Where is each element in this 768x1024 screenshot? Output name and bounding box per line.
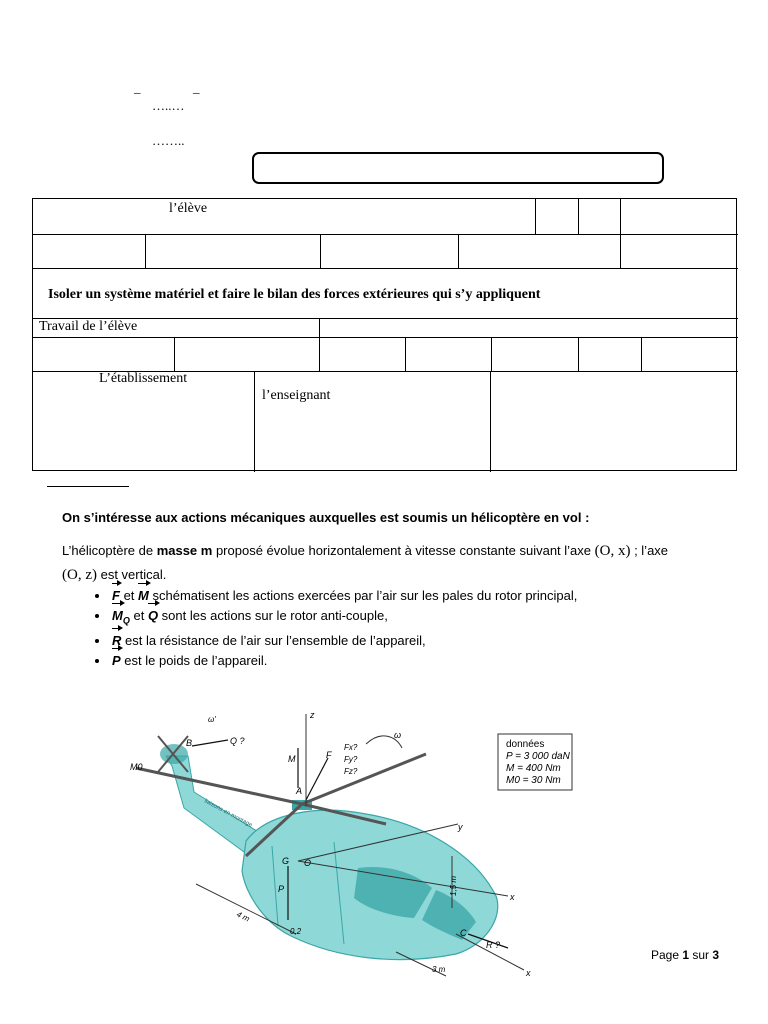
main-blade	[136, 768, 302, 804]
table-line	[319, 318, 320, 337]
label-g: G	[282, 856, 290, 866]
eleve-label: l’élève	[169, 201, 208, 216]
bullet-text: et	[119, 588, 139, 603]
table-line	[578, 199, 579, 234]
label-omega: ω	[394, 730, 402, 740]
bullet-text: est la résistance de l’air sur l’ensemble de l’appareil,	[121, 632, 426, 648]
para-2-text: est vertical.	[96, 567, 167, 582]
para-1-text-d: ; l’axe	[630, 543, 669, 558]
header-dash-left: _	[134, 80, 141, 95]
vector-q-arrow	[192, 740, 228, 746]
label-02: 0,2	[290, 927, 302, 936]
page-prefix: Page	[651, 948, 683, 962]
table-line	[405, 337, 406, 371]
list-item	[110, 586, 577, 606]
table-line	[319, 337, 320, 371]
info-table	[32, 198, 737, 471]
bullet-text: schématisent les actions exercées par l’air sur les pales du rotor principal,	[148, 588, 578, 603]
header-dots-1: …..…	[152, 98, 185, 113]
helicopter-figure	[96, 696, 634, 996]
table-line	[33, 234, 738, 235]
vector-f: F	[112, 586, 120, 606]
table-line	[33, 318, 738, 319]
enseignant-label: l’enseignant	[262, 388, 331, 403]
table-line	[578, 337, 579, 371]
page-current: 1	[682, 948, 690, 962]
label-x: x	[510, 892, 515, 902]
vector-m: M	[138, 586, 149, 606]
label-r: R ?	[486, 940, 501, 950]
para-1-mass: masse m	[156, 543, 213, 558]
list-item	[110, 606, 577, 631]
main-blade	[302, 754, 426, 804]
etablissement-label: L’établissement	[99, 371, 188, 386]
table-line	[145, 234, 146, 268]
table-line	[641, 337, 642, 371]
table-line	[490, 371, 491, 472]
para-1-text-c: proposé évolue horizontalement à vitesse constante suivant l’axe	[212, 543, 595, 558]
data-m: M = 400 Nm	[506, 763, 561, 774]
vector-mq-sub: Q	[122, 615, 130, 626]
section-underline	[47, 486, 129, 487]
paragraph-1	[62, 542, 668, 560]
table-line	[535, 199, 536, 234]
tail-text: liaisons en montage	[203, 798, 254, 829]
bullet-text: et	[129, 608, 148, 623]
table-line	[320, 234, 321, 268]
label-3m: 3 m	[432, 965, 446, 974]
axis-oz: (O, z)	[62, 567, 97, 583]
table-line	[33, 337, 738, 338]
label-p: P	[278, 884, 285, 894]
title-box	[252, 152, 664, 184]
axis-ox: (O, x)	[594, 543, 631, 559]
data-p: P = 3 000 daN	[506, 751, 570, 762]
label-q: Q ?	[230, 736, 245, 746]
header-dots-2: ……..	[152, 133, 185, 148]
data-title: données	[506, 739, 545, 750]
label-f: F	[326, 750, 332, 760]
vector-q: Q	[148, 606, 158, 626]
table-line	[254, 371, 255, 472]
label-a: A	[296, 786, 303, 796]
helicopter-diagram	[96, 696, 634, 996]
header-dash-right: _	[193, 80, 200, 95]
table-line	[491, 337, 492, 371]
bullet-text: est le poids de l’appareil.	[120, 652, 268, 668]
label-c: C	[460, 928, 467, 938]
exercise-heading: On s’intéresse aux actions mécaniques auxquelles est soumis un hélicoptère en vol :	[62, 510, 590, 525]
label-o: O	[304, 858, 312, 868]
label-x2: x	[526, 968, 531, 978]
label-z: z	[310, 710, 315, 720]
label-m: M	[288, 754, 296, 764]
page-mid: sur	[689, 948, 713, 962]
para-1-text-a: L’hélicoptère de	[62, 543, 157, 558]
label-fz: Fz?	[344, 767, 358, 776]
table-line	[620, 199, 621, 234]
label-fy: Fy?	[344, 755, 358, 764]
label-fx: Fx?	[344, 743, 358, 752]
list-item	[110, 651, 577, 671]
page-total: 3	[712, 948, 720, 962]
vector-r: R	[112, 631, 121, 651]
table-line	[458, 234, 459, 268]
label-m0: M0	[130, 762, 143, 772]
bullet-text: sont les actions sur le rotor anti-couple,	[158, 608, 388, 623]
vector-p: P	[112, 651, 121, 671]
table-line	[174, 337, 175, 371]
table-line	[620, 234, 621, 268]
page-number	[651, 948, 719, 962]
label-omega-prime: ω'	[208, 715, 216, 724]
label-b: B	[186, 738, 193, 748]
data-m0: M0 = 30 Nm	[506, 775, 561, 786]
table-line	[33, 268, 738, 269]
label-4m: 4 m	[235, 909, 252, 924]
list-item	[110, 631, 577, 651]
label-y: y	[458, 822, 463, 832]
travail-label: Travail de l’élève	[39, 319, 138, 334]
objective-text: Isoler un système matériel et faire le bilan des forces extérieures qui s’y appliquent	[48, 287, 541, 302]
vector-mq: M	[112, 606, 123, 626]
label-15m: 1,5 m	[449, 875, 458, 896]
forces-list	[80, 586, 577, 671]
